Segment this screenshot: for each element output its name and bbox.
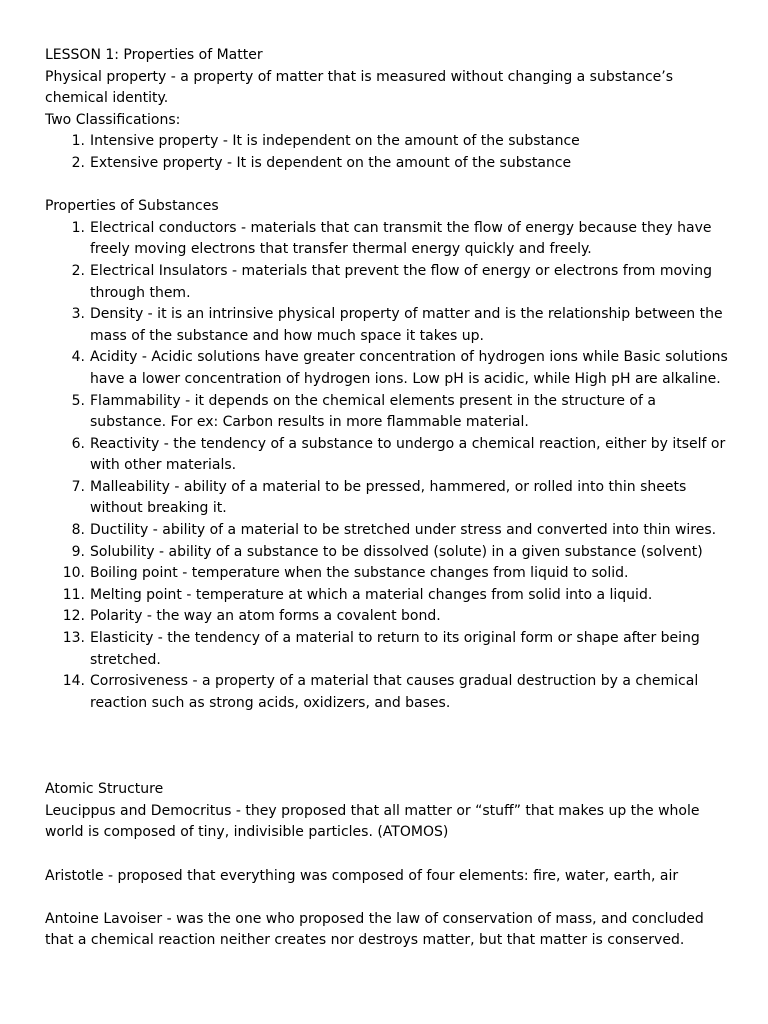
list-item: 6. Reactivity - the tendency of a substance to undergo a chemical reaction, either by itself or with other materials. [71, 435, 726, 474]
list-item: 11. Melting point - temperature at which a material changes from solid into a liquid. [62, 586, 653, 603]
classifications-list [45, 131, 735, 174]
list-item: 13. Elasticity - the tendency of a material to return to its original form or shape after being stretched. [62, 630, 700, 668]
lavoisier-paragraph: Antoine Lavoiser - was the one who proposed the law of conservation of mass, and concluded that a chemical reaction neither creates nor destroys matter, but that matter is conserved. [45, 910, 704, 949]
list-item: 2. Extensive property - It is dependent on the amount of the substance [71, 154, 572, 171]
physical-property-definition: Physical property - a property of matter that is measured without changing a substance’s chemical identity. [45, 68, 674, 107]
list-item: 1. Electrical conductors - materials that can transmit the flow of energy because they have freely moving electrons that transfer thermal energy quickly and freely. [71, 219, 712, 258]
list-item: 9. Solubility - ability of a substance to be dissolved (solute) in a given substance (solvent) [71, 543, 703, 560]
spacer [45, 714, 735, 779]
list-item: 4. Acidity - Acidic solutions have greater concentration of hydrogen ions while Basic solutions have a lower concentration of hydrogen ions. Low pH is acidic, while High pH are alkaline. [71, 349, 728, 387]
list-item: 1. Intensive property - It is independent on the amount of the substance [71, 133, 580, 150]
document-page [45, 45, 735, 952]
spacer [45, 844, 735, 866]
substances-list [45, 218, 735, 715]
list-item: 5. Flammability - it depends on the chemical elements present in the structure of a substance. For ex: Carbon results in more flammable material. [71, 392, 656, 431]
leucippus-paragraph: Leucippus and Democritus - they proposed that all matter or “stuff” that makes up the whole world is composed of tiny, indivisible particles. (ATOMOS) [45, 802, 700, 841]
classifications-heading: Two Classifications: [45, 111, 181, 128]
spacer [45, 887, 735, 909]
atomic-structure-heading: Atomic Structure [45, 781, 164, 798]
list-item: 10. Boiling point - temperature when the substance changes from liquid to solid. [62, 565, 629, 582]
list-item: 3. Density - it is an intrinsive physical property of matter and is the relationship between the mass of the substance and how much space it takes up. [71, 306, 723, 344]
aristotle-paragraph: Aristotle - proposed that everything was composed of four elements: fire, water, earth, air [45, 867, 679, 884]
list-item: 14. Corrosiveness - a property of a material that causes gradual destruction by a chemical reaction such as strong acids, oxidizers, and bases. [62, 673, 699, 711]
list-item: 2. Electrical Insulators - materials that prevent the flow of energy or electrons from moving through them. [71, 262, 712, 301]
list-item: 12. Polarity - the way an atom forms a covalent bond. [62, 608, 441, 625]
list-item: 8. Ductility - ability of a material to be stretched under stress and converted into thin wires. [71, 522, 717, 539]
list-item: 7. Malleability - ability of a material to be pressed, hammered, or rolled into thin sheets without breaking it. [71, 478, 687, 517]
spacer [45, 175, 735, 197]
substances-heading: Properties of Substances [45, 198, 219, 215]
lesson-title: LESSON 1: Properties of Matter [45, 47, 263, 63]
